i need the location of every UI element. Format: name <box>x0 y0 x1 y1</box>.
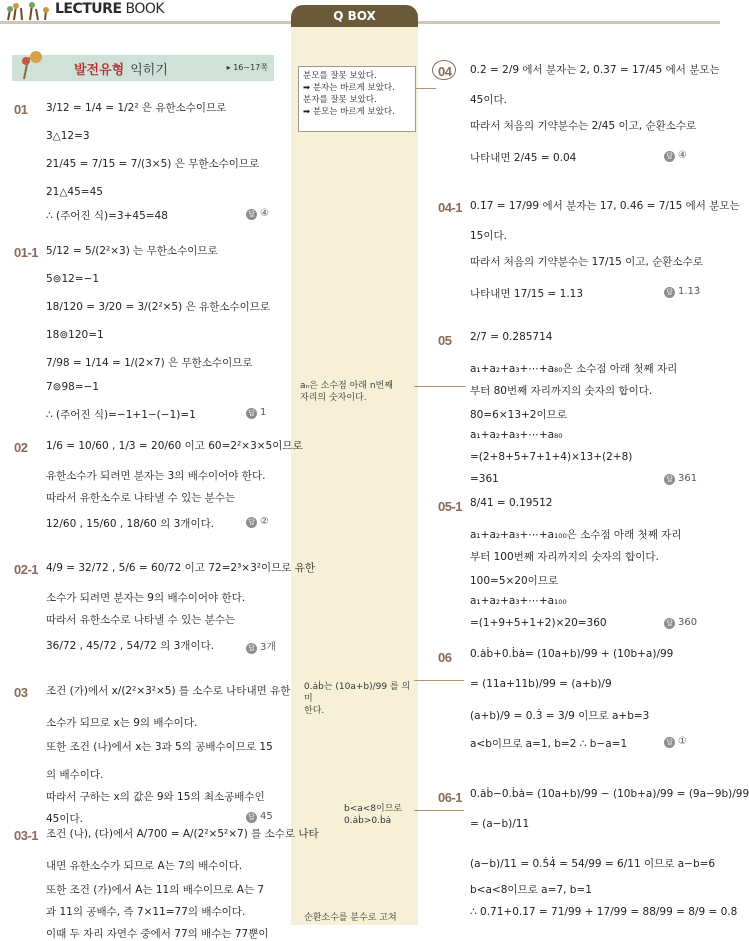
solution-line: 3/12 = 1/4 = 1/2² 은 유한소수이므로 <box>46 102 227 114</box>
answer-icon: 답 <box>664 474 675 485</box>
solution-line: 18⊚120=1 <box>46 329 104 341</box>
bird-tree-icon <box>16 49 56 81</box>
solution-line: 조건 (나), (다)에서 A/700 = A/(2²×5²×7) 를 소수로 나타 <box>46 828 319 840</box>
answer-badge <box>664 736 687 748</box>
answer-icon: 답 <box>664 151 675 162</box>
solution-line: 4/9 = 32/72 , 5/6 = 60/72 이고 72=2³×3²이므로 유한 <box>46 562 316 574</box>
solution-line: 소수가 되므로 x는 9의 배수이다. <box>46 717 198 729</box>
solution-line: 7⊚98=−1 <box>46 381 100 393</box>
qbox-note <box>300 380 418 404</box>
solution-line: 8/41 = 0.1̇951̇2̇ <box>470 497 553 509</box>
solution-line: 따라서 유한소수로 나타낼 수 있는 분수는 <box>46 614 236 626</box>
qbox-column <box>291 27 418 925</box>
solution-line: 18/120 = 3/20 = 3/(2²×5) 은 유한소수이므로 <box>46 301 271 313</box>
answer-badge <box>246 638 276 654</box>
solution-line: a₁+a₂+a₃+⋯+a₈₀ <box>470 429 563 441</box>
solution-line: 또한 조건 (가)에서 A는 11의 배수이므로 A는 7 <box>46 884 265 896</box>
answer-badge <box>664 150 687 162</box>
solution-line: 21△45=45 <box>46 186 103 198</box>
solution-line: 따라서 구하는 x의 값은 9와 15의 최소공배수인 <box>46 791 265 803</box>
solution-line: 100=5×20이므로 <box>470 575 559 587</box>
qbox-tab: Q BOX <box>291 5 418 27</box>
qbox-note-line: 0.ȧḃ는 (10a+b)/99 를 의미 <box>304 682 411 704</box>
solution-line: 3△12=3 <box>46 130 90 142</box>
solution-line: 45이다. <box>46 813 83 825</box>
solution-line: ∴ 0.7̇1̇+0.1̇7̇ = 71/99 + 17/99 = 88/99 = 8/9 = 0.8̇ <box>470 906 738 918</box>
solution-line: 36/72 , 45/72 , 54/72 의 3개이다. <box>46 640 215 652</box>
section-banner <box>12 55 274 81</box>
problem-number: 02 <box>14 440 28 455</box>
solution-line: (a+b)/9 = 0.3̇ = 3/9 이므로 a+b=3 <box>470 710 650 722</box>
problem-number: 01 <box>14 102 28 117</box>
answer-badge <box>246 811 273 823</box>
solution-line: =(1+9+5+1+2)×20=360 <box>470 617 607 629</box>
answer-value: 3개 <box>260 642 277 653</box>
problem-number: 05-1 <box>438 499 463 514</box>
solution-line: a<b이므로 a=1, b=2 ∴ b−a=1 <box>470 738 628 750</box>
answer-icon: 답 <box>246 812 257 823</box>
solution-line: 이때 두 자리 자연수 중에서 77의 배수는 77뿐이 <box>46 928 269 940</box>
solution-line: 12/60 , 15/60 , 18/60 의 3개이다. <box>46 518 215 530</box>
answer-icon: 답 <box>246 209 257 220</box>
solution-line: 80=6×13+2이므로 <box>470 409 567 421</box>
answer-value: 360 <box>678 617 698 628</box>
solution-line: 부터 100번째 자리까지의 숫자의 합이다. <box>470 551 659 563</box>
qbox-note-line: aₙ은 소수점 아래 n번째 <box>300 381 393 391</box>
solution-line: ∴ (주어진 식)=−1+1−(−1)=1 <box>46 409 196 421</box>
qbox-note <box>304 681 418 717</box>
answer-value: ① <box>678 736 687 747</box>
problem-number: 04 <box>438 64 452 79</box>
qbox-note-line: ➡ 분자는 바르게 보았다. <box>303 83 395 93</box>
answer-icon: 답 <box>664 737 675 748</box>
solution-line: = (a−b)/11 <box>470 818 530 830</box>
solution-line: =(2+8+5+7+1+4)×13+(2+8) <box>470 451 633 463</box>
solution-line: 45이다. <box>470 94 507 106</box>
solution-line: a₁+a₂+a₃+⋯+a₈₀은 소수점 아래 첫째 자리 <box>470 363 678 375</box>
solution-line: =361 <box>470 473 499 485</box>
answer-value: ② <box>260 516 269 527</box>
problem-number: 03 <box>14 685 28 700</box>
solution-line: 따라서 처음의 기약분수는 17/15 이고, 순환소수로 <box>470 256 703 268</box>
solution-line: a₁+a₂+a₃+⋯+a₁₀₀은 소수점 아래 첫째 자리 <box>470 529 682 541</box>
brand-title: LECTURE BOOK <box>55 1 165 17</box>
solution-line: 1/6 = 10/60 , 1/3 = 20/60 이고 60=2²×3×5이므로 <box>46 440 303 452</box>
solution-line: 유한소수가 되려면 분자는 3의 배수이어야 한다. <box>46 470 266 482</box>
answer-icon: 답 <box>664 287 675 298</box>
solution-line: 21/45 = 7/15 = 7/(3×5) 은 무한소수이므로 <box>46 158 260 170</box>
solution-line: 나타내면 2/45 = 0.04̇ <box>470 152 577 164</box>
solution-line: 조건 (가)에서 x/(2²×3²×5) 를 소수로 나타내면 유한 <box>46 685 291 697</box>
solution-line: 0.1̇7̇ = 17/99 에서 분자는 17, 0.46̇ = 7/15 에서 분모는 <box>470 200 740 212</box>
solution-line: ∴ (주어진 식)=3+45=48 <box>46 210 168 222</box>
qbox-note-line: b<a<8이므로 <box>344 804 403 814</box>
answer-badge <box>246 407 266 419</box>
solution-line: 따라서 처음의 기약분수는 2/45 이고, 순환소수로 <box>470 120 697 132</box>
solution-line: 따라서 유한소수로 나타낼 수 있는 분수는 <box>46 492 236 504</box>
answer-badge <box>664 473 697 485</box>
qbox-connector <box>414 386 466 387</box>
answer-value: 1 <box>260 407 267 418</box>
page-reference: ▸ 16~17쪽 <box>226 63 268 72</box>
solution-line: 내면 유한소수가 되므로 A는 7의 배수이다. <box>46 860 243 872</box>
solution-line: 소수가 되려면 분자는 9의 배수이어야 한다. <box>46 592 246 604</box>
qbox-note-line: 자리의 숫자이다. <box>300 393 367 403</box>
problem-number: 01-1 <box>14 245 39 260</box>
solution-line: b<a<8이므로 a=7, b=1 <box>470 884 592 896</box>
solution-line: 2/7 = 0.2̇85714̇ <box>470 331 553 343</box>
answer-icon: 답 <box>664 618 675 629</box>
qbox-note: 순환소수를 분수로 고쳐 <box>304 913 397 923</box>
solution-line: 또한 조건 (나)에서 x는 3과 5의 공배수이므로 15 <box>46 741 273 753</box>
qbox-note-line: ➡ 분모는 바르게 보았다. <box>303 107 395 117</box>
qbox-connector <box>414 680 464 681</box>
tree-logo-icon <box>4 2 50 22</box>
problem-number: 03-1 <box>14 828 39 843</box>
answer-badge <box>246 208 269 220</box>
solution-line: 나타내면 17/15 = 1.13̇ <box>470 288 584 300</box>
answer-value: 1.13̇ <box>678 286 701 297</box>
answer-value: ④ <box>678 150 687 161</box>
solution-line: = (11a+11b)/99 = (a+b)/9 <box>470 678 612 690</box>
qbox-note-line: 0.ȧḃ>0.ḃȧ <box>344 816 392 826</box>
answer-value: ④ <box>260 208 269 219</box>
qbox-connector <box>414 810 464 811</box>
section-title: 발전유형 익히기 <box>74 63 168 78</box>
answer-value: 45 <box>260 811 273 822</box>
qbox-note <box>344 803 418 827</box>
problem-number: 04-1 <box>438 200 463 215</box>
problem-number: 06-1 <box>438 790 463 805</box>
solution-line: 과 11의 공배수, 즉 7×11=77의 배수이다. <box>46 906 246 918</box>
solution-line: 0.2̇ = 2/9 에서 분자는 2, 0.37̇ = 17/45 에서 분모는 <box>470 64 720 76</box>
solution-line: 부터 80번째 자리까지의 숫자의 합이다. <box>470 385 653 397</box>
solution-line: 7/98 = 1/14 = 1/(2×7) 은 무한소수이므로 <box>46 357 253 369</box>
answer-badge <box>246 516 269 528</box>
answer-value: 361 <box>678 473 698 484</box>
qbox-note-box <box>298 66 416 132</box>
answer-badge <box>664 617 697 629</box>
solution-line: a₁+a₂+a₃+⋯+a₁₀₀ <box>470 595 567 607</box>
solution-line: 15이다. <box>470 230 507 242</box>
qbox-note-line: 분자를 잘못 보았다. <box>303 95 377 105</box>
solution-line: 0.ȧḃ+0.ḃȧ= (10a+b)/99 + (10b+a)/99 <box>470 648 674 660</box>
solution-line: (a−b)/11 = 0.5̇4̇ = 54/99 = 6/11 이므로 a−b=6 <box>470 858 716 870</box>
qbox-note-line: 분모를 잘못 보았다. <box>303 71 377 81</box>
answer-badge <box>664 286 700 298</box>
problem-number: 02-1 <box>14 562 39 577</box>
answer-icon: 답 <box>246 643 257 654</box>
solution-line: 의 배수이다. <box>46 769 104 781</box>
problem-number: 06 <box>438 650 452 665</box>
problem-number: 05 <box>438 333 452 348</box>
qbox-note-line: 한다. <box>304 706 325 716</box>
solution-line: 0.ȧḃ−0.ḃȧ= (10a+b)/99 − (10b+a)/99 = (9a−9b)/99 <box>470 788 749 800</box>
answer-icon: 답 <box>246 517 257 528</box>
solution-line: 5⊚12=−1 <box>46 273 100 285</box>
solution-line: 5/12 = 5/(2²×3) 는 무한소수이므로 <box>46 245 218 257</box>
qbox-connector <box>416 88 436 89</box>
answer-icon: 답 <box>246 408 257 419</box>
